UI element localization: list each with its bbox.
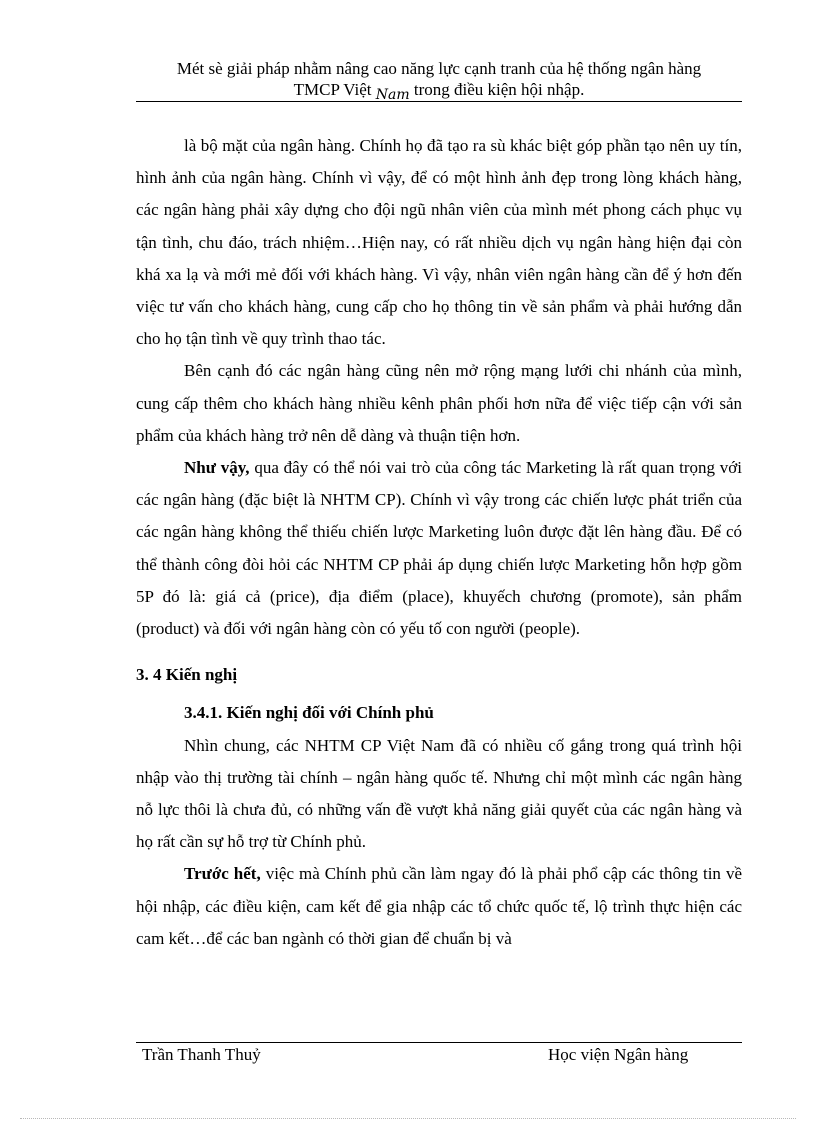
paragraph-5-lead: Trước hết,	[184, 864, 261, 884]
paragraph-3	[136, 452, 742, 645]
subsection-heading: 3.4.1. Kiến nghị đối với Chính phủ	[184, 703, 434, 723]
footer-author: Trần Thanh Thuỷ	[142, 1045, 261, 1064]
header-title-line2	[136, 79, 742, 102]
footer-divider	[136, 1042, 742, 1043]
footer-institution: Học viện Ngân hàng	[548, 1045, 689, 1064]
paragraph-5-text: việc mà Chính phủ cần làm ngay đó là phải phổ cập các thông tin về hội nhập, các điều kiện, cam kết để gia nhập các tổ chức quốc tế, lộ trình thực hiện các cam kết…để các ban ngành có thời gian để chuẩn bị và	[136, 864, 742, 948]
paragraph-5	[136, 858, 742, 955]
paragraph-4: Nhìn chung, các NHTM CP Việt Nam đã có nhiều cố gắng trong quá trình hội nhập vào thị trường tài chính – ngân hàng quốc tế. Nhưng chỉ một mình các ngân hàng nỗ lực thôi là chưa đủ, có những vấn đề vượt khả năng giải quyết của các ngân hàng và họ rất cần sự hỗ trợ từ Chính phủ.	[136, 735, 742, 852]
section-heading: 3. 4 Kiến nghị	[136, 665, 238, 685]
paragraph-3-lead: Như vậy,	[184, 458, 250, 478]
page-header	[136, 58, 742, 102]
header-title-prefix: TMCP Việt	[293, 80, 376, 99]
page-body	[136, 130, 742, 955]
paragraph-1: là bộ mặt của ngân hàng. Chính họ đã tạo ra sù khác biệt góp phần tạo nên uy tín, hình ảnh của ngân hàng. Chính vì vậy, để có một hình ảnh đẹp trong lòng khách hàng, các ngân hàng phải xây dựng cho đội ngũ nhân viên của mình mét phong cách phục vụ tận tình, chu đáo, trách nhiệm…Hiện nay, có rất nhiều dịch vụ ngân hàng hiện đại còn khá xa lạ và mới mẻ đối với khách hàng. Vì vậy, nhân viên ngân hàng cần để ý hơn đến việc tư vấn cho khách hàng, cung cấp cho họ thông tin về sản phẩm và phải hướng dẫn cho họ tận tình về quy trình thao tác.	[136, 136, 742, 349]
paragraph-2: Bên cạnh đó các ngân hàng cũng nên mở rộng mạng lưới chi nhánh của mình, cung cấp thêm cho khách hàng nhiều kênh phân phối hơn nữa để việc tiếp cận với sản phẩm của khách hàng trở nên dễ dàng và thuận tiện hơn.	[136, 361, 742, 445]
header-title-line1: Mét sè giải pháp nhằm nâng cao năng lực cạnh tranh của hệ thống ngân hàng	[176, 59, 702, 78]
header-divider	[136, 101, 742, 102]
paragraph-3-text: qua đây có thể nói vai trò của công tác Marketing là rất quan trọng với các ngân hàng (đặc biệt là NHTM CP). Chính vì vậy trong các chiến lược phát triển của các ngân hàng không thể thiếu chiến lược Marketing luôn được đặt lên hàng đầu. Để có thể thành công đòi hỏi các NHTM CP phải áp dụng chiến lược Marketing hỗn hợp gồm 5P đó là: giá cả (price), địa điểm (place), khuyếch chương (promote), sản phẩm (product) và đối với ngân hàng còn có yếu tố con người (people).	[136, 458, 742, 639]
page-bottom-dotted-line	[20, 1118, 796, 1119]
header-title-nam: Nam	[375, 87, 410, 103]
header-title-suffix: trong điều kiện hội nhập.	[409, 80, 585, 99]
